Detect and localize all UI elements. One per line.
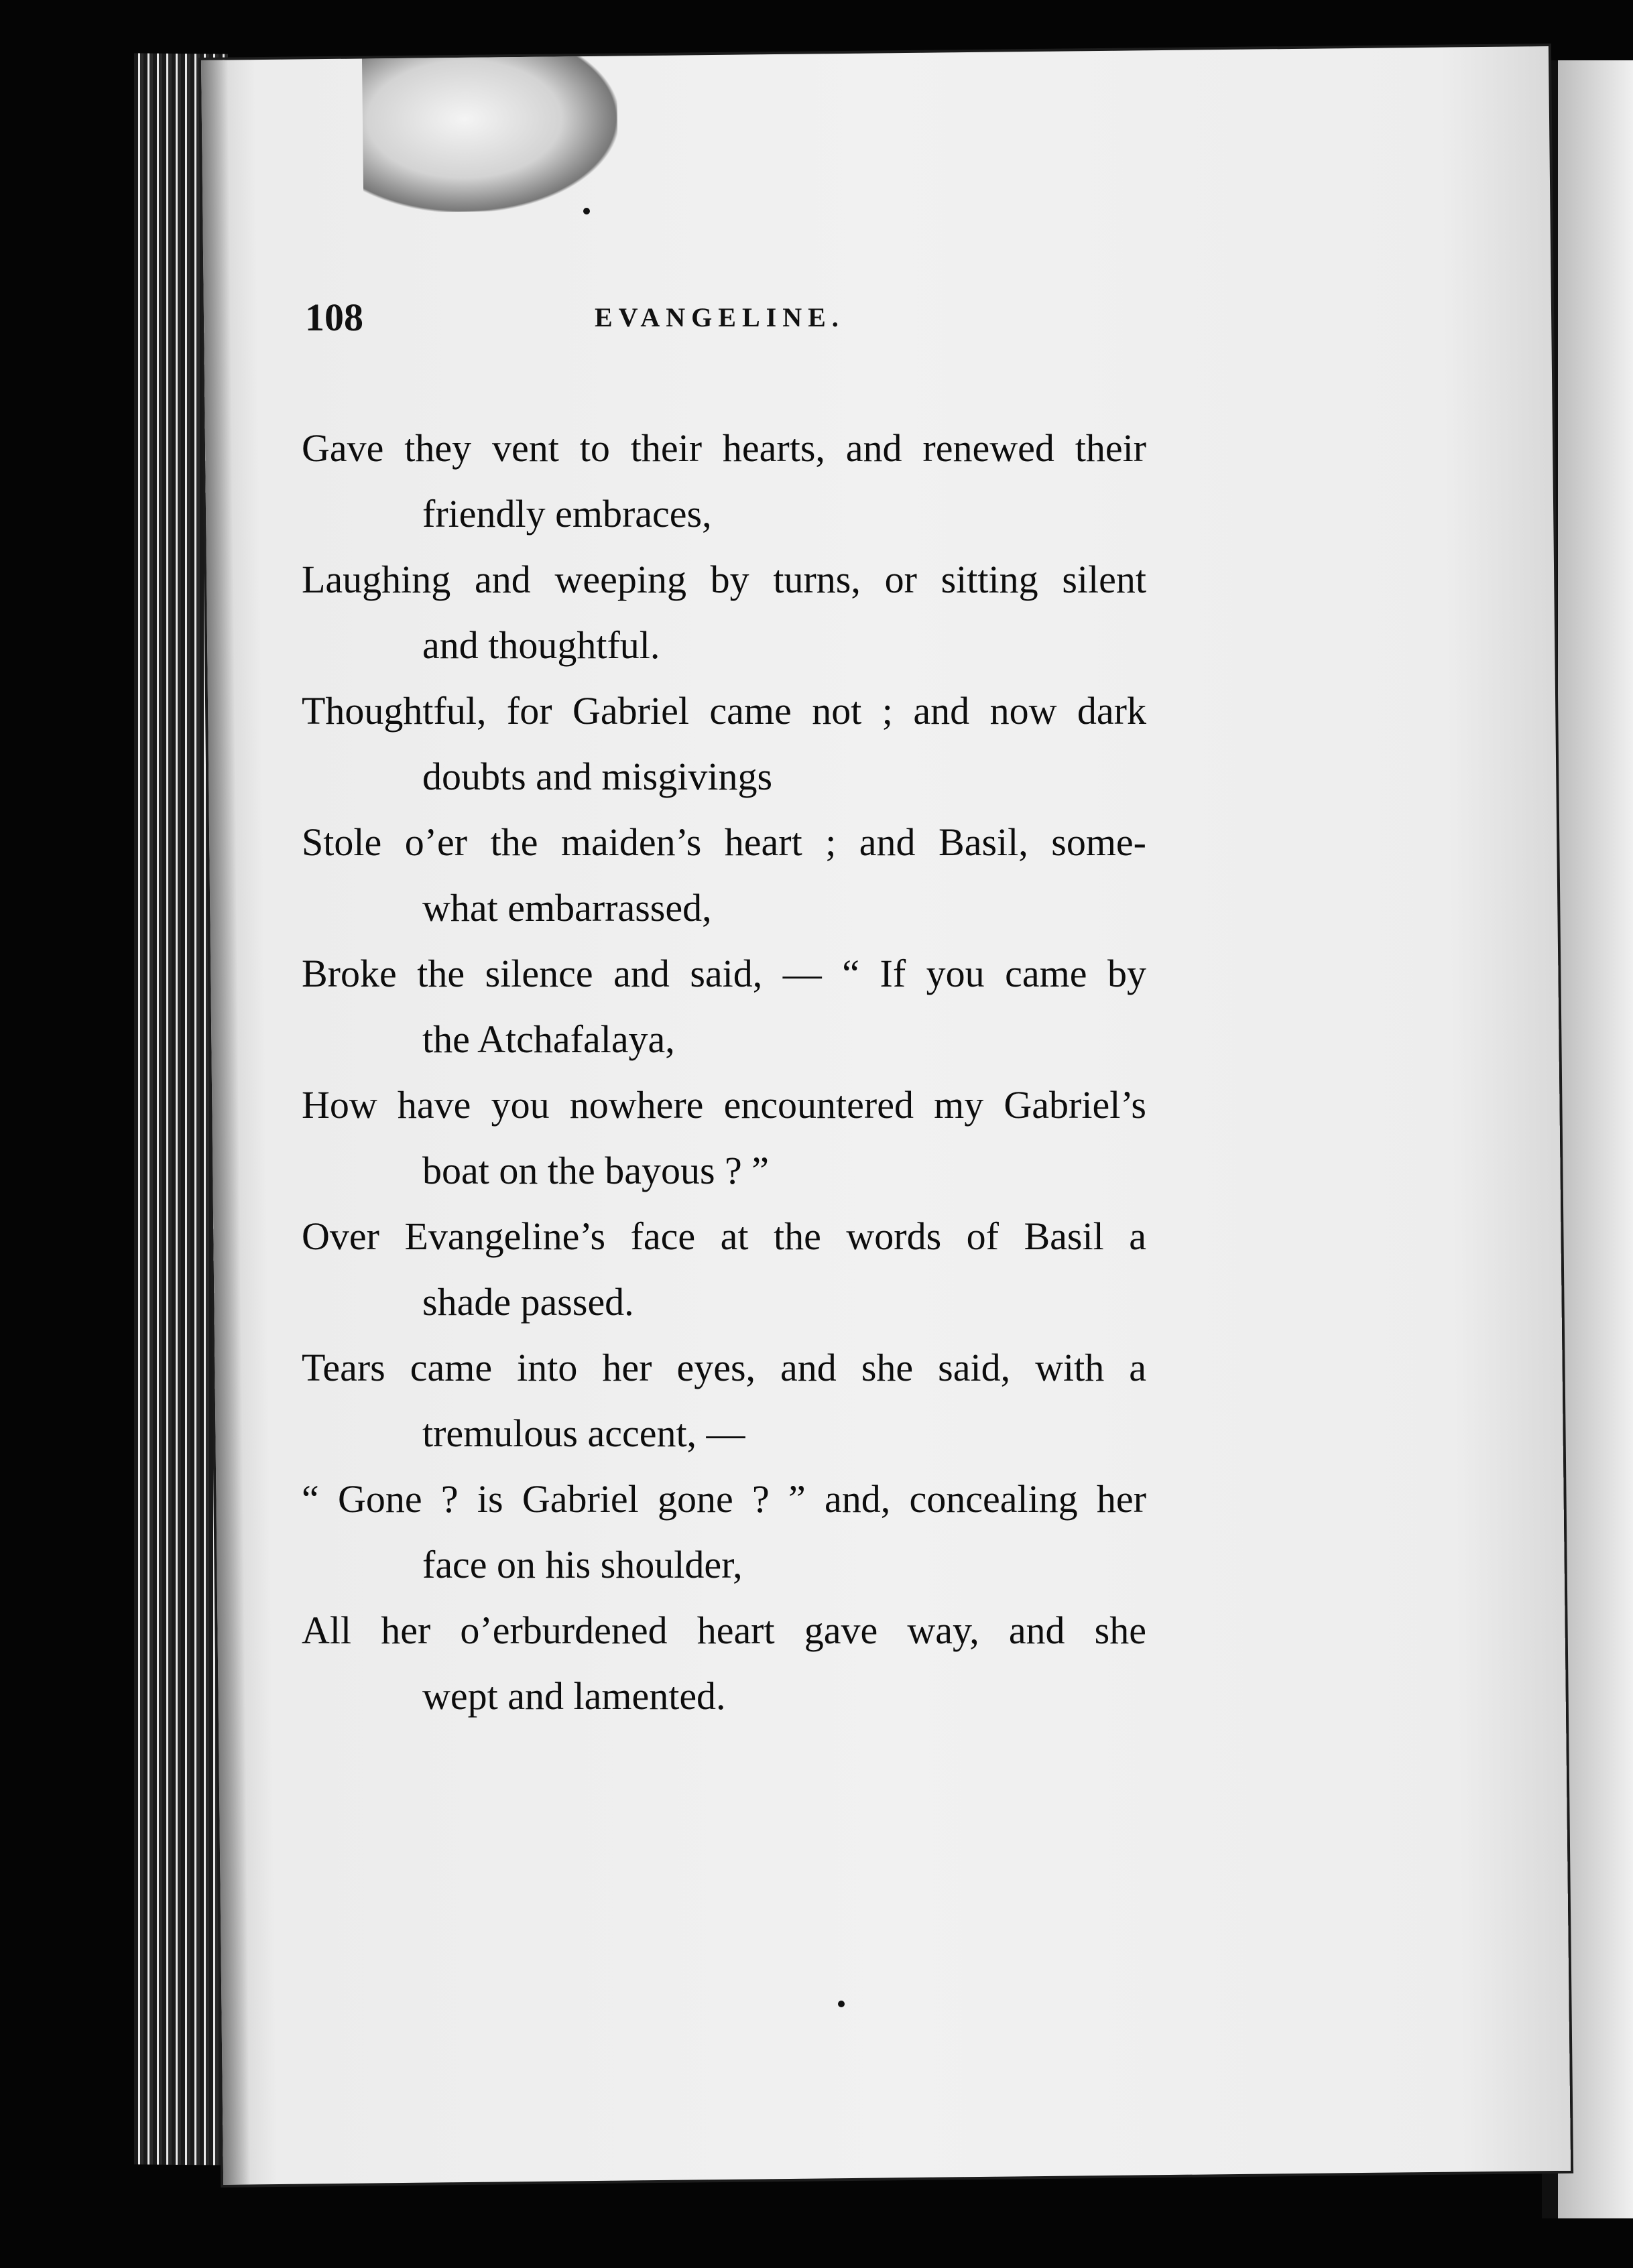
verse-line: Over Evangeline’s face at the words of Basil a [302,1214,1146,1258]
torn-corner [362,56,618,213]
verse-line: Thoughtful, for Gabriel came not ; and now dark [302,689,1146,733]
verse-line-continuation: what embarrassed, [422,886,712,930]
verse-line-continuation: and thoughtful. [422,623,660,667]
verse-line: Tears came into her eyes, and she said, with a [302,1346,1146,1389]
verse-line-continuation: tremulous accent, — [422,1411,745,1455]
running-title: EVANGELINE. [595,302,845,332]
poem-text [302,416,1254,1729]
verse-line: All her o’erburdened heart gave way, and she [302,1609,1146,1652]
verse-line: Broke the silence and said, — “ If you came by [302,952,1146,995]
page-header [305,295,1109,355]
page-number: 108 [305,296,363,339]
verse-line: How have you nowhere encountered my Gabriel’s [302,1083,1146,1127]
facing-page-edge [1558,60,1633,2218]
verse-line-continuation: doubts and misgivings [422,755,773,798]
verse-line-continuation: face on his shoulder, [422,1543,743,1586]
ink-speck [838,2001,845,2007]
verse-line-continuation: boat on the bayous ? ” [422,1149,770,1192]
verse-line: Laughing and weeping by turns, or sitting silent [302,558,1146,601]
verse-line-continuation: shade passed. [422,1280,634,1324]
ink-speck [583,208,590,214]
verse-line-continuation: wept and lamented. [422,1674,726,1718]
verse-line-continuation: friendly embraces, [422,492,712,536]
verse-line: Stole o’er the maiden’s heart ; and Basil, some- [302,820,1146,864]
verse-line: Gave they vent to their hearts, and renewed their [302,426,1146,470]
verse-line: “ Gone ? is Gabriel gone ? ” and, concealing her [302,1477,1146,1521]
verse-line-continuation: the Atchafalaya, [422,1017,675,1061]
